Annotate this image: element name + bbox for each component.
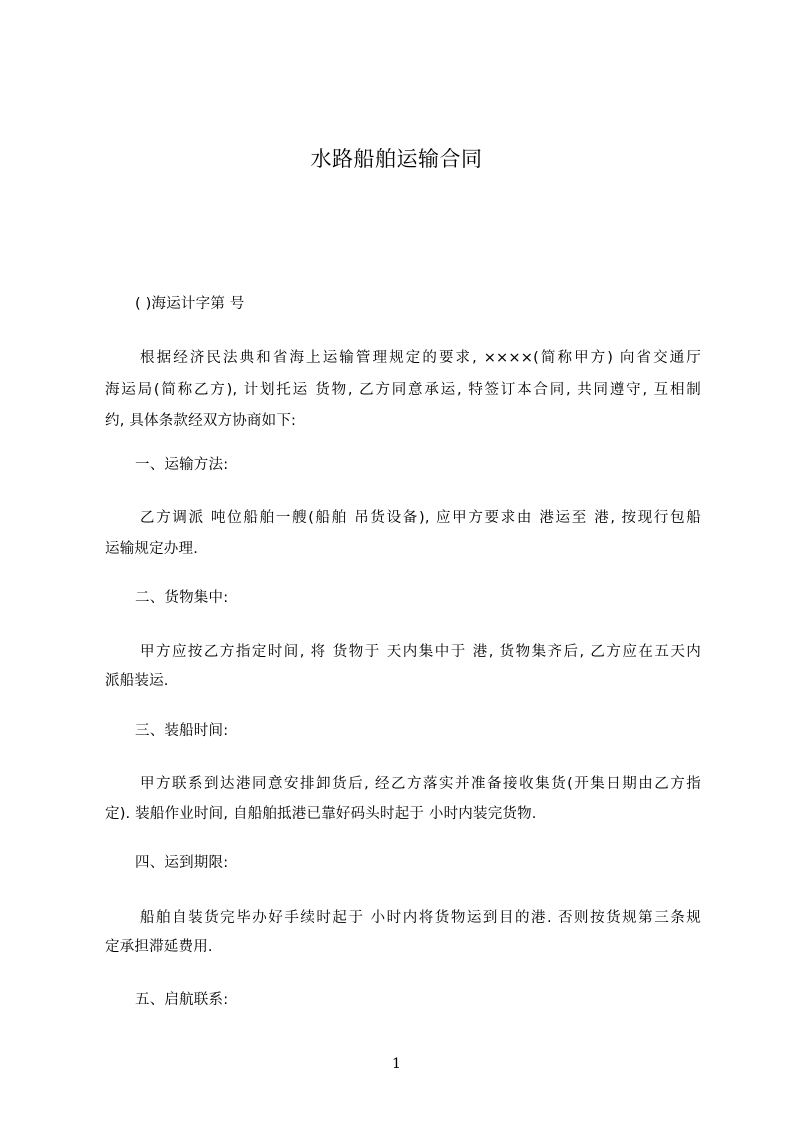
- section-2-line-1: 甲方应按乙方指定时间, 将 货物于 天内集中于 港, 货物集齐后, 乙方应在五天内: [140, 644, 701, 660]
- section-1-line-1: 乙方调派 吨位船舶一艘(船舶 吊货设备), 应甲方要求由 港运至 港, 按现行包船: [140, 510, 701, 526]
- reference-number: ( )海运计字第 号: [135, 296, 245, 312]
- section-heading-departure-contact: 五、启航联系:: [135, 992, 229, 1008]
- intro-line-3: 约, 具体条款经双方协商如下:: [105, 413, 297, 429]
- page-number: 1: [392, 1056, 401, 1072]
- intro-line-1: 根据经济民法典和省海上运输管理规定的要求, ××××(简称甲方) 向省交通厅: [140, 350, 701, 366]
- section-4-line-1: 船舶自装货完毕办好手续时起于 小时内将货物运到目的港. 否则按货规第三条规: [140, 910, 701, 926]
- section-heading-cargo-collection: 二、货物集中:: [135, 590, 229, 606]
- section-heading-delivery-period: 四、运到期限:: [135, 855, 229, 871]
- section-4-line-2: 定承担滞延费用.: [105, 939, 213, 955]
- document-title: 水路船舶运输合同: [310, 147, 483, 171]
- intro-line-2: 海运局(简称乙方), 计划托运 货物, 乙方同意承运, 特签订本合同, 共同遵守, 互相制: [105, 382, 701, 398]
- section-2-line-2: 派船装运.: [105, 673, 169, 689]
- section-3-line-1: 甲方联系到达港同意安排卸货后, 经乙方落实并准备接收集货(开集日期由乙方指: [140, 776, 701, 792]
- section-heading-transport-method: 一、运输方法:: [135, 457, 229, 473]
- section-heading-loading-time: 三、装船时间:: [135, 723, 229, 739]
- section-3-line-2: 定). 装船作业时间, 自船舶抵港已靠好码头时起于 小时内装完货物.: [105, 806, 537, 822]
- section-1-line-2: 运输规定办理.: [105, 541, 199, 557]
